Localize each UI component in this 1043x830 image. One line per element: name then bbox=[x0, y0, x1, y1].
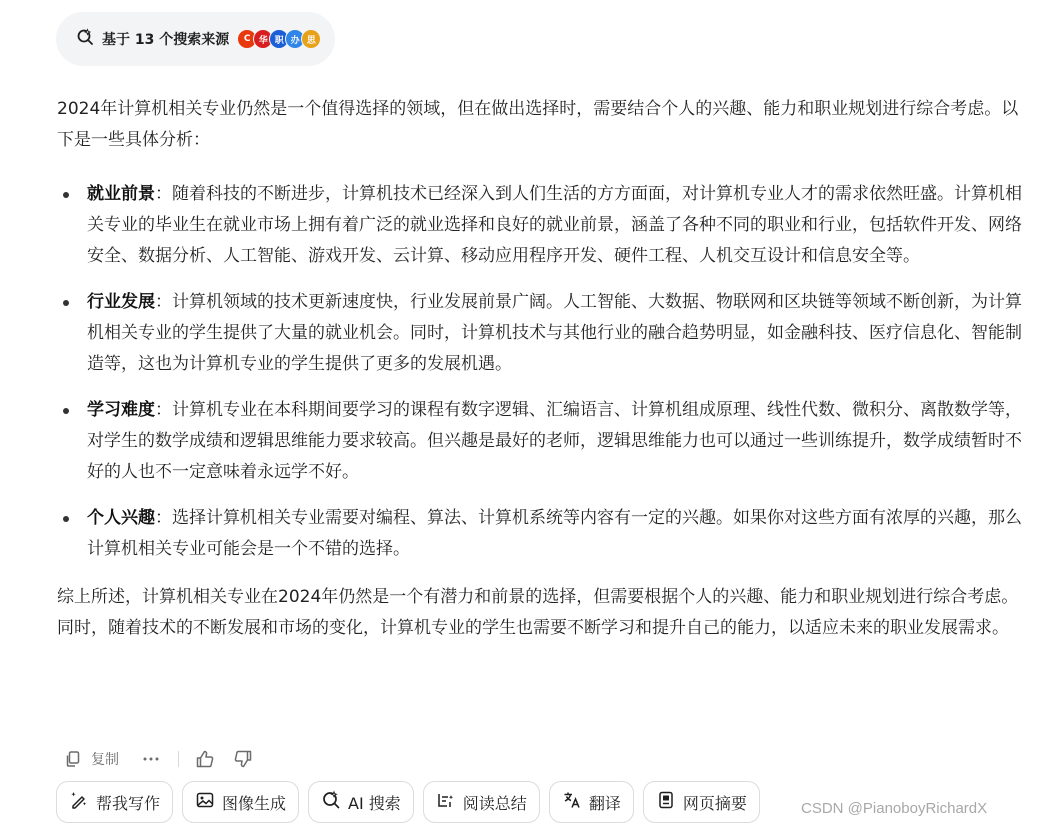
sources-button[interactable] bbox=[56, 12, 335, 66]
chip-read-summary[interactable] bbox=[423, 781, 540, 823]
chip-write[interactable] bbox=[56, 781, 173, 823]
more-icon bbox=[142, 750, 160, 768]
page-summary-icon bbox=[656, 790, 683, 814]
bullet-dot bbox=[63, 300, 69, 306]
quick-action-chips bbox=[56, 781, 769, 823]
bullet-title: 学习难度 bbox=[87, 400, 155, 420]
answer-intro: 2024年计算机相关专业仍然是一个值得选择的领域，但在做出选择时，需要结合个人的兴趣、能力和职业规划进行综合考虑。以下是一些具体分析： bbox=[57, 99, 1019, 150]
bullet-title: 行业发展 bbox=[87, 292, 155, 312]
copy-icon bbox=[64, 750, 82, 768]
sources-label: 基于 13 个搜索来源 bbox=[102, 32, 230, 48]
bullet-text: ：计算机领域的技术更新速度快，行业发展前景广阔。人工智能、大数据、物联网和区块链等领域不断创新，为计算机相关专业的学生提供了大量的就业机会。同时，计算机技术与其他行业的融合趋势明显，如金融科技、医疗信息化、智能制造等，这也为计算机专业的学生提供了更多的发展机遇。 bbox=[87, 292, 1022, 374]
like-button[interactable] bbox=[195, 749, 215, 769]
answer-content bbox=[57, 94, 1027, 644]
bullet-title: 个人兴趣 bbox=[87, 508, 155, 528]
chip-ai-search[interactable] bbox=[308, 781, 414, 823]
dislike-button[interactable] bbox=[233, 749, 253, 769]
copy-label: 复制 bbox=[91, 752, 119, 768]
source-favicon-3: 职 bbox=[269, 29, 289, 49]
bullet-dot bbox=[63, 516, 69, 522]
csdn-favicon: C bbox=[237, 29, 257, 49]
source-favicon-5: 思 bbox=[301, 29, 321, 49]
bullet-dot bbox=[63, 408, 69, 414]
bullet-text: ：随着科技的不断进步，计算机技术已经深入到人们生活的方方面面，对计算机专业人才的需求依然旺盛。计算机相关专业的毕业生在就业市场上拥有着广泛的就业选择和良好的就业前景，涵盖了各种不同的职业和行业，包括软件开发、网络安全、数据分析、人工智能、游戏开发、云计算、移动应用程序开发、硬件工程、人机交互设计和信息安全等。 bbox=[87, 184, 1022, 266]
chip-translate[interactable] bbox=[549, 781, 634, 823]
chip-page-summary[interactable] bbox=[643, 781, 760, 823]
copy-button[interactable] bbox=[64, 749, 119, 769]
chip-label: 网页摘要 bbox=[682, 793, 747, 813]
bullet-dot bbox=[63, 192, 69, 198]
action-divider bbox=[178, 751, 179, 767]
list-item bbox=[57, 287, 1027, 380]
chip-image[interactable] bbox=[182, 781, 299, 823]
answer-conclusion: 综上所述，计算机相关专业在2024年仍然是一个有潜力和前景的选择，但需要根据个人的兴趣、能力和职业规划进行综合考虑。同时，随着技术的不断发展和市场的变化，计算机专业的学生也需要不断学习和提升自己的能力，以适应未来的职业发展需求。 bbox=[57, 587, 1019, 638]
source-favicons bbox=[237, 29, 321, 49]
translate-icon bbox=[562, 790, 589, 814]
bullet-title: 就业前景 bbox=[87, 184, 155, 204]
source-favicon-2: 华 bbox=[253, 29, 273, 49]
bullet-text: ：计算机专业在本科期间要学习的课程有数字逻辑、汇编语言、计算机组成原理、线性代数、微积分、离散数学等，对学生的数学成绩和逻辑思维能力要求较高。但兴趣是最好的老师，逻辑思维能力也可以通过一些训练提升，数学成绩暂时不好的人也不一定意味着永远学不好。 bbox=[87, 400, 1022, 482]
search-sparkle-icon bbox=[76, 28, 94, 50]
answer-bullet-list bbox=[57, 179, 1027, 565]
image-icon bbox=[195, 790, 222, 814]
list-item bbox=[57, 395, 1027, 488]
watermark: CSDN @PianoboyRichardX bbox=[801, 800, 988, 817]
chip-label: 阅读总结 bbox=[462, 793, 527, 813]
list-item bbox=[57, 503, 1027, 565]
bullet-text: ：选择计算机相关专业需要对编程、算法、计算机系统等内容有一定的兴趣。如果你对这些方面有浓厚的兴趣，那么计算机相关专业可能会是一个不错的选择。 bbox=[87, 508, 1022, 559]
chip-label: AI 搜索 bbox=[348, 793, 401, 813]
answer-actions bbox=[64, 744, 253, 774]
chip-label: 图像生成 bbox=[222, 793, 287, 813]
read-summary-icon bbox=[436, 790, 463, 814]
list-item bbox=[57, 179, 1027, 272]
more-button[interactable] bbox=[142, 750, 160, 768]
chip-label: 翻译 bbox=[588, 793, 621, 813]
thumbs-up-icon bbox=[195, 749, 215, 769]
source-favicon-4: 办 bbox=[285, 29, 305, 49]
thumbs-down-icon bbox=[233, 749, 253, 769]
pen-sparkle-icon bbox=[69, 790, 96, 814]
search-sparkle-icon bbox=[321, 790, 348, 814]
chip-label: 帮我写作 bbox=[96, 793, 161, 813]
